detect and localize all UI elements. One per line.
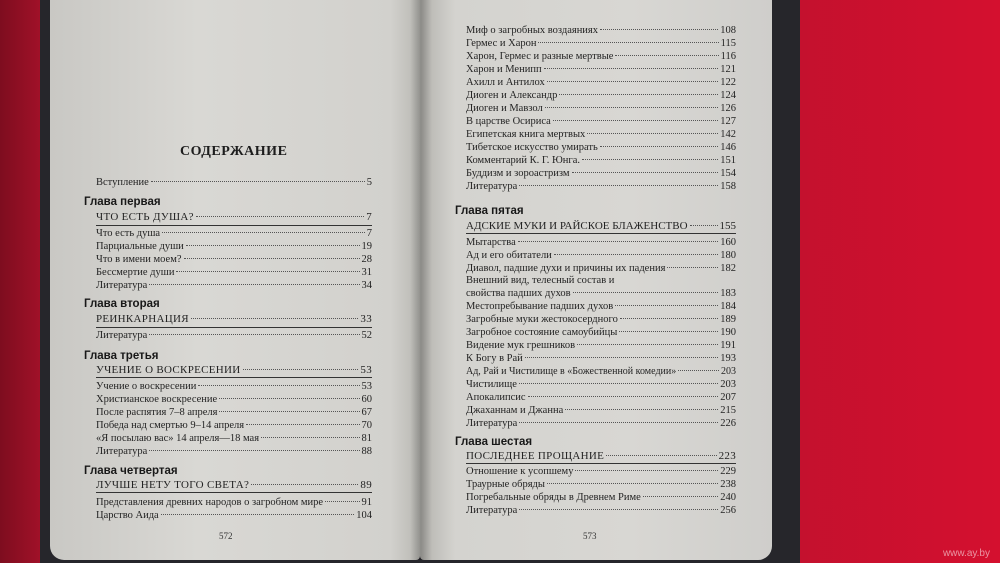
entry-title: Погребальные обряды в Древнем Риме <box>466 492 641 503</box>
entry-title: Диоген и Мавзол <box>466 103 543 114</box>
toc-entry <box>466 352 736 365</box>
dot-leader <box>577 344 718 345</box>
entry-title: Парциальные души <box>96 241 184 252</box>
toc-entry <box>96 496 372 509</box>
entry-page: 215 <box>720 405 736 416</box>
entry-title: Отношение к усопшему <box>466 466 574 477</box>
dot-leader <box>545 107 719 108</box>
entry-page: 115 <box>720 38 736 49</box>
entry-title: Бессмертие души <box>96 267 175 278</box>
page-number: 572 <box>219 531 233 541</box>
toc-entry <box>96 419 372 432</box>
dot-leader <box>678 370 719 371</box>
entry-page: 33 <box>360 313 372 325</box>
entry-title: Видение мук грешников <box>466 340 576 351</box>
dot-leader <box>559 94 718 95</box>
chapter-heading <box>96 364 372 377</box>
page-number: 573 <box>583 531 597 541</box>
entry-page: 256 <box>720 505 736 516</box>
entry-title: Учение о воскресении <box>96 381 197 392</box>
entry-page: 160 <box>720 237 736 248</box>
dot-leader <box>519 422 718 423</box>
chapter-title: ПОСЛЕДНЕЕ ПРОЩАНИЕ <box>466 450 605 462</box>
dot-leader <box>149 334 359 335</box>
dot-leader <box>538 42 718 43</box>
dot-leader <box>615 55 718 56</box>
entry-page: 31 <box>361 267 372 278</box>
toc-entry <box>466 465 736 478</box>
entry-title: Загробные муки жестокосердного <box>466 314 618 325</box>
dot-leader <box>251 484 358 485</box>
entry-page: 89 <box>360 479 372 491</box>
entry-page: 116 <box>720 51 736 62</box>
toc-entry <box>96 266 372 279</box>
toc-entry <box>96 406 372 419</box>
entry-title: Тибетское искусство умирать <box>466 142 598 153</box>
entry-page: 226 <box>720 418 736 429</box>
entry-title: Мытарства <box>466 237 516 248</box>
dot-leader <box>519 185 718 186</box>
entry-page: 189 <box>720 314 736 325</box>
entry-title: Загробное состояние самоубийцы <box>466 327 618 338</box>
dot-leader <box>525 357 718 358</box>
chapter-title: ЧТО ЕСТЬ ДУША? <box>96 211 194 223</box>
entry-page: 238 <box>720 479 736 490</box>
dot-leader <box>246 424 359 425</box>
dot-leader <box>582 159 718 160</box>
entry-title: Джаханнам и Джанна <box>466 405 564 416</box>
chapter-title: УЧЕНИЕ О ВОСКРЕСЕНИИ <box>96 364 241 376</box>
dot-leader <box>196 216 364 217</box>
entry-page: 5 <box>366 177 372 188</box>
entry-page: 122 <box>720 77 736 88</box>
entry-title: Литература <box>96 446 148 457</box>
dot-leader <box>600 29 718 30</box>
toc-entry <box>96 240 372 253</box>
entry-page: 7 <box>366 211 372 223</box>
entry-title: Комментарий К. Г. Юнга. <box>466 155 580 166</box>
entry-page: 154 <box>720 168 736 179</box>
entry-title: К Богу в Рай <box>466 353 523 364</box>
toc-entry <box>466 404 736 417</box>
toc-entry <box>466 76 736 89</box>
entry-page: 104 <box>356 510 372 521</box>
entry-page: 240 <box>720 492 736 503</box>
watermark: www.ay.by <box>942 548 990 559</box>
entry-title: Ахилл и Антилох <box>466 77 545 88</box>
dot-leader <box>547 81 719 82</box>
dot-leader <box>149 284 359 285</box>
dot-leader <box>161 514 355 515</box>
entry-title: Представления древних народов о загробном мире <box>96 497 324 508</box>
dot-leader <box>615 305 718 306</box>
entry-page: 34 <box>361 280 372 291</box>
entry-title: Чистилище <box>466 379 517 390</box>
dot-leader <box>600 146 718 147</box>
toc-entry <box>466 417 736 430</box>
entry-title: Траурные обряды <box>466 479 545 490</box>
dot-leader <box>151 181 365 182</box>
dot-leader <box>620 318 718 319</box>
toc-entry <box>466 180 736 193</box>
entry-title: Литература <box>466 181 518 192</box>
entry-page: 207 <box>720 392 736 403</box>
entry-title: Диоген и Александр <box>466 90 558 101</box>
divider <box>466 463 736 464</box>
entry-page: 81 <box>361 433 372 444</box>
entry-page: 124 <box>720 90 736 101</box>
toc-entry <box>466 102 736 115</box>
toc-entry <box>96 509 372 522</box>
dot-leader <box>519 509 718 510</box>
dot-leader <box>690 225 718 226</box>
entry-title: Египетская книга мертвых <box>466 129 586 140</box>
toc-entry <box>466 504 736 517</box>
dot-leader <box>565 409 718 410</box>
entry-page: 190 <box>720 327 736 338</box>
chapter-label: Глава четвертая <box>84 465 178 477</box>
chapter-label: Глава вторая <box>84 298 160 310</box>
entry-page: 191 <box>720 340 736 351</box>
contents-title: СОДЕРЖАНИЕ <box>180 144 288 159</box>
toc-entry <box>96 279 372 292</box>
entry-title: Миф о загробных воздаяниях <box>466 25 599 36</box>
chapter-label: Глава шестая <box>455 436 533 448</box>
dot-leader <box>184 258 360 259</box>
entry-page: 203 <box>720 379 736 390</box>
entry-title: Победа над смертью 9–14 апреля <box>96 420 245 431</box>
entry-title: Харон, Гермес и разные мертвые <box>466 51 614 62</box>
toc-entry <box>466 115 736 128</box>
entry-page: 182 <box>720 263 736 274</box>
entry-title: Ад и его обитатели <box>466 250 552 261</box>
entry-title: Литература <box>466 505 518 516</box>
chapter-title: ЛУЧШЕ НЕТУ ТОГО СВЕТА? <box>96 479 250 491</box>
entry-page: 88 <box>361 446 372 457</box>
dot-leader <box>191 318 359 319</box>
toc-entry <box>466 249 736 262</box>
dot-leader <box>519 383 718 384</box>
dot-leader <box>149 450 359 451</box>
toc-entry <box>466 365 736 378</box>
toc-entry <box>466 154 736 167</box>
chapter-heading <box>96 479 372 492</box>
dot-leader <box>325 501 359 502</box>
dot-leader <box>587 133 718 134</box>
toc-entry <box>466 63 736 76</box>
entry-title: Христианское воскресение <box>96 394 218 405</box>
chapter-title: АДСКИЕ МУКИ И РАЙСКОЕ БЛАЖЕНСТВО <box>466 220 688 232</box>
entry-title: Харон и Менипп <box>466 64 542 75</box>
chapter-title: РЕИНКАРНАЦИЯ <box>96 313 189 325</box>
entry-title: Гермес и Харон <box>466 38 537 49</box>
entry-page: 53 <box>360 364 372 376</box>
chapter-label: Глава первая <box>84 196 161 208</box>
toc-entry <box>96 253 372 266</box>
toc-entry <box>466 37 736 50</box>
entry-page: 155 <box>719 220 736 232</box>
toc-entry <box>466 236 736 249</box>
dot-leader <box>219 398 359 399</box>
toc-entry <box>466 141 736 154</box>
entry-title: Местопребывание падших духов <box>466 301 614 312</box>
entry-page: 193 <box>720 353 736 364</box>
dot-leader <box>575 470 718 471</box>
chapter-heading <box>96 313 372 326</box>
entry-page: 146 <box>720 142 736 153</box>
entry-page: 67 <box>361 407 372 418</box>
entry-page: 60 <box>361 394 372 405</box>
dot-leader <box>554 254 718 255</box>
entry-title: Ад, Рай и Чистилище в «Божественной комедии» <box>466 366 677 377</box>
entry-page: 7 <box>366 228 372 239</box>
dot-leader <box>261 437 359 438</box>
entry-page: 180 <box>720 250 736 261</box>
chapter-label: Глава пятая <box>455 205 524 217</box>
entry-title: «Я посылаю вас» 14 апреля—18 мая <box>96 433 260 444</box>
dot-leader <box>243 369 359 370</box>
entry-page: 70 <box>361 420 372 431</box>
entry-page: 121 <box>720 64 736 75</box>
entry-page: 223 <box>718 450 736 462</box>
entry-title: Литература <box>96 330 148 341</box>
divider <box>466 233 736 234</box>
dot-leader <box>186 245 360 246</box>
toc-entry <box>466 287 736 300</box>
dot-leader <box>547 483 718 484</box>
entry-title: Буддизм и зороастризм <box>466 168 570 179</box>
entry-page: 203 <box>721 366 736 377</box>
entry-title: Что в имени моем? <box>96 254 182 265</box>
entry-page: 53 <box>361 381 372 392</box>
chapter-label: Глава третья <box>84 350 159 362</box>
dot-leader <box>553 120 718 121</box>
entry-title: Диавол, падшие духи и причины их падения <box>466 263 666 274</box>
dot-leader <box>643 496 718 497</box>
dot-leader <box>162 232 365 233</box>
toc-entry <box>466 167 736 180</box>
toc-entry <box>96 432 372 445</box>
entry-page: 52 <box>361 330 372 341</box>
toc-entry <box>96 227 372 240</box>
divider <box>96 225 372 226</box>
dot-leader <box>619 331 718 332</box>
divider <box>96 377 372 378</box>
toc-entry <box>96 329 372 342</box>
entry-page: 28 <box>361 254 372 265</box>
toc-entry <box>466 339 736 352</box>
entry-page: 184 <box>720 301 736 312</box>
dot-leader <box>667 267 718 268</box>
dot-leader <box>606 455 717 456</box>
entry-page: 91 <box>361 497 372 508</box>
entry-title: Литература <box>96 280 148 291</box>
entry-title: В царстве Осириса <box>466 116 551 127</box>
entry-title-line1: Внешний вид, телесный состав и <box>466 275 615 286</box>
dot-leader <box>544 68 719 69</box>
dot-leader <box>176 271 359 272</box>
entry-page: 229 <box>720 466 736 477</box>
toc-entry <box>466 50 736 63</box>
chapter-heading <box>466 450 736 463</box>
book-gutter <box>410 0 432 560</box>
entry-title: Вступление <box>96 177 149 188</box>
chapter-heading <box>96 211 372 224</box>
chapter-heading <box>466 220 736 233</box>
entry-page: 127 <box>720 116 736 127</box>
toc-entry <box>466 89 736 102</box>
toc-entry <box>96 176 372 189</box>
toc-entry <box>466 378 736 391</box>
dot-leader <box>528 396 719 397</box>
toc-entry <box>466 478 736 491</box>
dot-leader <box>518 241 719 242</box>
divider <box>96 492 372 493</box>
entry-page: 142 <box>720 129 736 140</box>
toc-entry <box>96 445 372 458</box>
dot-leader <box>573 292 719 293</box>
dot-leader <box>198 385 359 386</box>
toc-entry <box>466 491 736 504</box>
dot-leader <box>219 411 359 412</box>
entry-page: 126 <box>720 103 736 114</box>
entry-title: Что есть душа <box>96 228 161 239</box>
entry-title: Апокалипсис <box>466 392 526 403</box>
toc-entry <box>466 300 736 313</box>
toc-entry <box>466 313 736 326</box>
toc-entry <box>466 128 736 141</box>
entry-page: 19 <box>361 241 372 252</box>
toc-entry <box>96 393 372 406</box>
entry-title: свойства падших духов <box>466 288 571 299</box>
toc-entry <box>466 326 736 339</box>
entry-title: Царство Аида <box>96 510 159 521</box>
toc-entry <box>466 24 736 37</box>
entry-title: Литература <box>466 418 518 429</box>
toc-entry <box>96 380 372 393</box>
entry-page: 151 <box>720 155 736 166</box>
entry-page: 158 <box>720 181 736 192</box>
entry-title: После распятия 7–8 апреля <box>96 407 218 418</box>
dot-leader <box>572 172 719 173</box>
divider <box>96 327 372 328</box>
entry-page: 108 <box>720 25 736 36</box>
toc-entry <box>466 391 736 404</box>
entry-page: 183 <box>720 288 736 299</box>
